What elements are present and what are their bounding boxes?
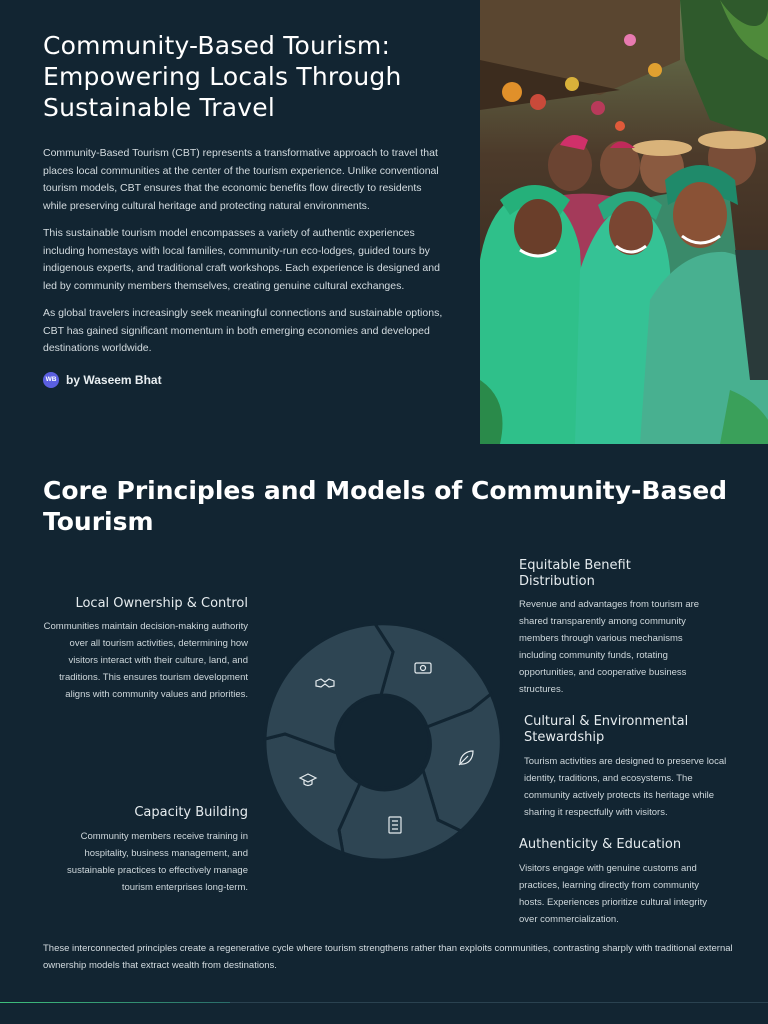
hero-section — [43, 30, 443, 388]
page-title: Community-Based Tourism: Empowering Locals Through Sustainable Travel — [43, 31, 402, 122]
principle-title-equitable-benefit: Equitable Benefit Distribution — [519, 558, 631, 589]
hero-photo — [480, 0, 768, 444]
principle-desc-local-ownership: Communities maintain decision-making authority over all tourism activities, determining how visitors interact with their culture, land, and traditions. This ensures tourism development aligns with community values and priorities. — [43, 621, 248, 700]
avatar: WB — [43, 372, 59, 388]
principle-desc-capacity-building: Community members receive training in hospitality, business management, and sustainable practices to effectively manage tourism enterprises long-term. — [67, 831, 248, 893]
intro-paragraph: Community-Based Tourism (CBT) represents a transformative approach to travel that places local communities at the center of the tourism experience. Unlike conventional tourism models, CBT ensures that the economic benefits flow directly to residents while preserving cultural heritage and protecting natural environments. — [43, 147, 439, 212]
intro-paragraph: This sustainable tourism model encompasses a variety of authentic experiences including homestays with local families, community-run eco-lodges, guided tours by indigenous experts, and traditional craft workshops. Each experience is designed and led by community members themselves, creating genuine cultural exchanges. — [43, 227, 440, 292]
author-byline — [43, 372, 443, 388]
accent-divider — [0, 1002, 230, 1003]
intro-paragraph: As global travelers increasingly seek meaningful connections and sustainable options, CBT has gained significant momentum in both emerging economies and developed destinations worldwide. — [43, 307, 443, 354]
principle-title-authenticity: Authenticity & Education — [519, 837, 682, 852]
principle-title-local-ownership: Local Ownership & Control — [75, 596, 248, 611]
closing-paragraph: These interconnected principles create a regenerative cycle where tourism strengthens rather than exploits communities, contrasting sharply with traditional external ownership models that extract wealth from destinations. — [43, 943, 733, 971]
principle-desc-stewardship: Tourism activities are designed to preserve local identity, traditions, and ecosystems. The community actively protects its heritage while sharing it respectfully with visitors. — [524, 756, 727, 818]
principle-title-stewardship: Cultural & Environmental Stewardship — [524, 714, 689, 745]
principle-desc-authenticity: Visitors engage with genuine customs and practices, learning directly from community hosts. Experiences prioritize cultural integrity over commercialization. — [519, 863, 707, 925]
principles-cycle-diagram — [262, 622, 506, 862]
principle-desc-equitable-benefit: Revenue and advantages from tourism are shared transparently among community members through various mechanisms including community funds, rotating opportunities, and cooperative business structures. — [519, 599, 700, 695]
section-title: Core Principles and Models of Community-Based Tourism — [43, 476, 728, 536]
principle-title-capacity-building: Capacity Building — [134, 805, 248, 820]
author-name: by Waseem Bhat — [66, 372, 162, 387]
